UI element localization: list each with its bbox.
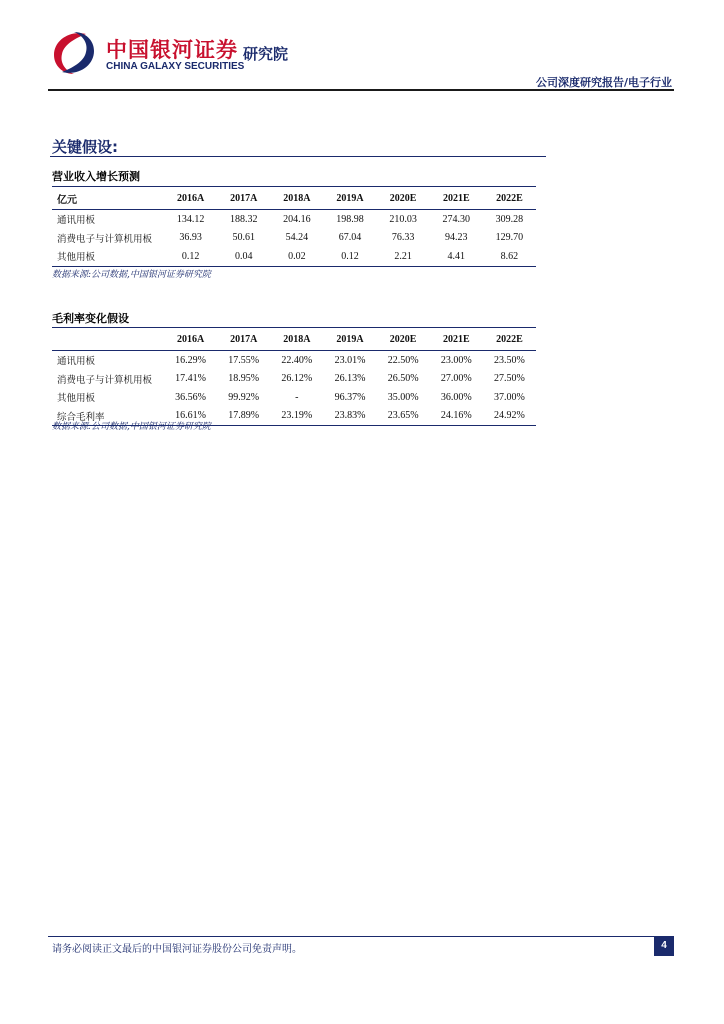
table-cell: 99.92%	[228, 391, 260, 403]
table-cell: 23.00%	[440, 354, 472, 366]
column-header: 2021E	[430, 328, 483, 351]
unit-header: 亿元	[52, 187, 164, 210]
table-cell: 204.16	[283, 213, 311, 225]
table-cell: 8.62	[483, 247, 536, 266]
table-cell: 67.04	[338, 232, 362, 244]
table-row	[52, 229, 536, 248]
table-cell: 17.55%	[228, 354, 260, 366]
row-label: 综合毛利率	[52, 407, 164, 426]
table-cell: 18.95%	[228, 373, 260, 385]
table-cell: 36.00%	[440, 391, 472, 403]
galaxy-logo-icon	[48, 28, 100, 78]
footer-divider	[48, 936, 674, 937]
logo-institute: 研究院	[243, 45, 289, 63]
report-type: 公司深度研究报告/电子行业	[535, 76, 672, 89]
table1-caption: 营业收入增长预测	[52, 170, 140, 183]
table-cell: 134.12	[176, 213, 205, 225]
logo-chinese-name: 中国银河证券	[106, 38, 238, 62]
table-cell: 0.02	[270, 247, 323, 266]
table-cell: 129.70	[495, 232, 524, 244]
column-header: 2017A	[217, 328, 270, 351]
table-cell: 188.32	[229, 213, 258, 225]
table-cell: 2.21	[377, 247, 430, 266]
footer-disclaimer: 请务必阅读正文最后的中国银河证券股份公司免责声明。	[52, 944, 302, 955]
table-cell: 309.28	[495, 213, 524, 225]
revenue-forecast-table	[52, 186, 536, 267]
table-cell: 26.13%	[334, 373, 366, 385]
unit-header	[52, 328, 164, 351]
column-header: 2022E	[483, 328, 536, 351]
table-cell: 76.33	[391, 232, 415, 244]
table-cell: 23.50%	[494, 354, 525, 366]
logo-english-name: CHINA GALAXY SECURITIES	[106, 61, 245, 72]
column-header: 2022E	[483, 187, 536, 210]
table-cell: 94.23	[445, 232, 468, 244]
column-header: 2019A	[323, 187, 376, 210]
row-label: 其他用板	[52, 247, 164, 266]
table-cell: 50.61	[232, 232, 255, 244]
table-cell: 210.03	[389, 213, 417, 225]
page-number: 4	[654, 936, 674, 956]
table-cell: 198.98	[336, 213, 364, 225]
table-row	[52, 370, 536, 389]
table-cell: 0.12	[164, 247, 217, 266]
table2-caption: 毛利率变化假设	[52, 312, 129, 325]
table-cell: 23.83%	[323, 407, 376, 426]
table-cell: 96.37%	[334, 391, 366, 403]
column-header: 2019A	[323, 328, 376, 351]
table-cell: 26.12%	[281, 373, 313, 385]
table-cell: 16.29%	[175, 354, 206, 366]
table-cell: 0.04	[217, 247, 270, 266]
table-row	[52, 210, 536, 229]
table-row	[52, 388, 536, 407]
table-cell: 37.00%	[494, 391, 525, 403]
table-cell: 22.40%	[281, 354, 313, 366]
table-cell: 26.50%	[387, 373, 419, 385]
row-label: 消费电子与计算机用板	[57, 233, 153, 245]
table-header-row	[52, 328, 536, 351]
table-cell: 27.00%	[440, 373, 472, 385]
table-cell: 24.92%	[483, 407, 536, 426]
column-header: 2021E	[430, 187, 483, 210]
table-cell: -	[295, 391, 299, 403]
company-logo	[48, 28, 318, 80]
section-title: 关键假设:	[52, 138, 118, 156]
table-row	[52, 351, 536, 370]
row-label: 通讯用板	[57, 215, 96, 227]
table-cell: 27.50%	[494, 373, 525, 385]
row-label: 通讯用板	[57, 356, 96, 368]
gross-margin-table	[52, 327, 536, 426]
table-cell: 23.19%	[270, 407, 323, 426]
table-row	[52, 247, 536, 266]
table-cell: 35.00%	[387, 391, 419, 403]
table-header-row	[52, 187, 536, 210]
row-label: 其他用板	[57, 393, 96, 405]
table-cell: 17.41%	[175, 373, 206, 385]
table-cell: 54.24	[285, 232, 309, 244]
row-label: 消费电子与计算机用板	[57, 374, 153, 386]
table-cell: 36.93	[179, 232, 202, 244]
table-cell: 4.41	[430, 247, 483, 266]
table-cell: 16.61%	[164, 407, 217, 426]
table2-source: 数据来源:公司数据,中国银河证券研究院	[52, 422, 211, 432]
table-cell: 22.50%	[387, 354, 419, 366]
column-header: 2018A	[270, 328, 323, 351]
table-cell: 17.89%	[217, 407, 270, 426]
table-cell: 36.56%	[175, 391, 206, 403]
table-cell: 0.12	[323, 247, 376, 266]
table1-source: 数据来源:公司数据,中国银河证券研究院	[52, 270, 211, 280]
section-divider	[50, 156, 546, 157]
table-cell: 23.01%	[334, 354, 366, 366]
header-divider	[48, 89, 674, 91]
column-header: 2018A	[270, 187, 323, 210]
table-cell: 23.65%	[377, 407, 430, 426]
table-cell: 24.16%	[430, 407, 483, 426]
table-cell: 274.30	[442, 213, 471, 225]
column-header: 2020E	[377, 187, 430, 210]
column-header: 2020E	[377, 328, 430, 351]
column-header: 2016A	[164, 187, 217, 210]
column-header: 2016A	[164, 328, 217, 351]
column-header: 2017A	[217, 187, 270, 210]
